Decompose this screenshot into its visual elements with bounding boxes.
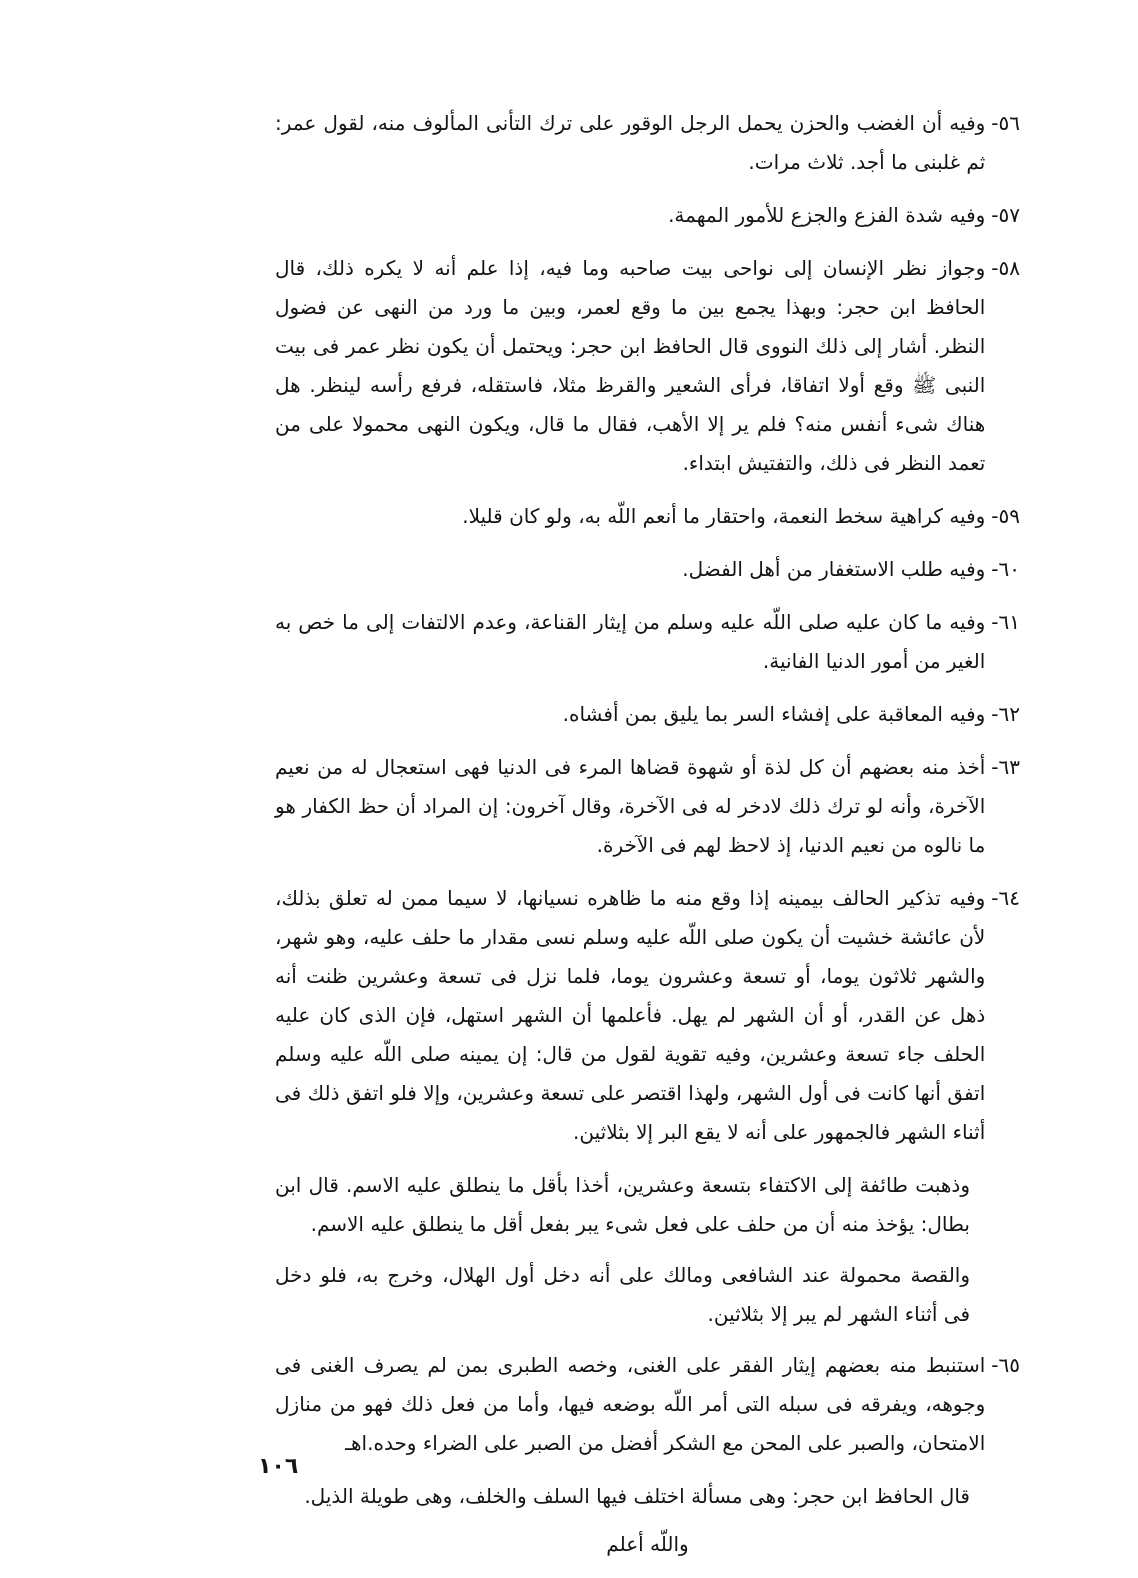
item-text: وجواز نظر الإنسان إلى نواحى بيت صاحبه وما فيه، إذا علم أنه لا يكره ذلك، قال الحافظ ابن حجر: وبهذا يجمع بين ما وقع لعمر، وبين ما ورد من النهى عن فضول النظر. أشار إلى ذلك النووى قال الحافظ ابن حجر: ويحتمل أن يكون نظر عمر فى بيت النبى ﷺ وقع أولا اتفاقا، فرأى الشعير والقرظ مثلا، فاستقله، فرفع رأسه لينظر. هل هناك شىء أنفس منه؟ فلم ير إلا الأهب، فقال ما قال، ويكون النهى محمولا على من تعمد النظر فى ذلك، والتفتيش ابتداء.	[275, 256, 986, 475]
item-number: ٦٢-	[991, 702, 1020, 726]
paragraph-shafii-malik: والقصة محمولة عند الشافعى ومالك على أنه دخل أول الهلال، وخرج به، فلو دخل فى أثناء الشهر لم يبر إلا بثلاثين.	[275, 1263, 970, 1326]
list-item-59	[275, 497, 1020, 536]
item-number: ٥٨-	[991, 256, 1020, 280]
list-item-61	[275, 603, 1020, 681]
item-text: وفيه كراهية سخط النعمة، واحتقار ما أنعم اللّه به، ولو كان قليلا.	[462, 504, 986, 528]
closing-phrase: واللّه أعلم	[606, 1532, 689, 1556]
list-item-63	[275, 748, 1020, 865]
item-text: أخذ منه بعضهم أن كل لذة أو شهوة قضاها المرء فى الدنيا فهى استعجال له من نعيم الآخرة، وأنه لو ترك ذلك لادخر له فى الآخرة، وقال آخرون: إن المراد أن حظ الكفار هو ما نالوه من نعيم الدنيا، إذ لاحظ لهم فى الآخرة.	[275, 755, 986, 857]
item-number: ٦٤-	[991, 886, 1020, 910]
item-text: وفيه أن الغضب والحزن يحمل الرجل الوقور على ترك التأنى المألوف منه، لقول عمر: ثم غلبنى ما أجد. ثلاث مرات.	[275, 111, 986, 174]
item-number: ٥٦-	[991, 111, 1020, 135]
item-text: وفيه تذكير الحالف بيمينه إذا وقع منه ما ظاهره نسيانها، لا سيما ممن له تعلق بذلك، لأن عائشة خشيت أن يكون صلى اللّه عليه وسلم نسى مقدار ما حلف عليه، وهو شهر، والشهر ثلاثون يوما، أو تسعة وعشرون يوما، فلما نزل فى تسعة وعشرين ظنت أنه ذهل عن القدر، أو أن الشهر لم يهل. فأعلمها أن الشهر استهل، فإن الذى كان عليه الحلف جاء تسعة وعشرين، وفيه تقوية لقول من قال: إن يمينه صلى اللّه عليه وسلم اتفق أنها كانت فى أول الشهر، ولهذا اقتصر على تسعة وعشرين، وإلا فلو اتفق ذلك فى أثناء الشهر فالجمهور على أنه لا يقع البر إلا بثلاثين.	[275, 886, 986, 1144]
item-number: ٦٣-	[991, 755, 1020, 779]
list-item-62	[275, 695, 1020, 734]
item-text: استنبط منه بعضهم إيثار الفقر على الغنى، وخصه الطبرى بمن لم يصرف الغنى فى وجوهه، ويفرقه فى سبله التى أمر اللّه بوضعه فيها، وأما من فعل ذلك فهو من منازل الامتحان، والصبر على المحن مع الشكر أفضل من الصبر على الضراء وحده.اهـ	[275, 1353, 986, 1455]
list-item-65	[275, 1346, 1020, 1463]
list-item-60	[275, 550, 1020, 589]
item-text: وفيه ما كان عليه صلى اللّه عليه وسلم من إيثار القناعة، وعدم الالتفات إلى ما خص به الغير من أمور الدنيا الفانية.	[275, 610, 986, 673]
item-number: ٦٠-	[991, 557, 1020, 581]
list-item-58	[275, 249, 1020, 483]
list-item-57	[275, 196, 1020, 235]
list-item-64	[275, 879, 1020, 1152]
item-text: وفيه المعاقبة على إفشاء السر بما يليق بمن أفشاه.	[562, 702, 986, 726]
paragraph-ibn-battal: وذهبت طائفة إلى الاكتفاء بتسعة وعشرين، أخذا بأقل ما ينطلق عليه الاسم. قال ابن بطال: يؤخذ منه أن من حلف على فعل شىء يبر بفعل أقل ما ينطلق عليه الاسم.	[275, 1173, 970, 1236]
item-text: وفيه شدة الفزع والجزع للأمور المهمة.	[668, 203, 986, 227]
list-item-56	[275, 104, 1020, 182]
item-number: ٦٥-	[991, 1353, 1020, 1377]
item-number: ٥٩-	[991, 504, 1020, 528]
page-number: ١٠٦	[258, 1454, 299, 1479]
item-number: ٥٧-	[991, 203, 1020, 227]
item-text: وفيه طلب الاستغفار من أهل الفضل.	[682, 557, 986, 581]
item-number: ٦١-	[991, 610, 1020, 634]
paragraph-ibn-hajar: قال الحافظ ابن حجر: وهى مسألة اختلف فيها السلف والخلف، وهى طويلة الذيل.	[304, 1484, 970, 1508]
page-body	[275, 104, 1020, 1574]
